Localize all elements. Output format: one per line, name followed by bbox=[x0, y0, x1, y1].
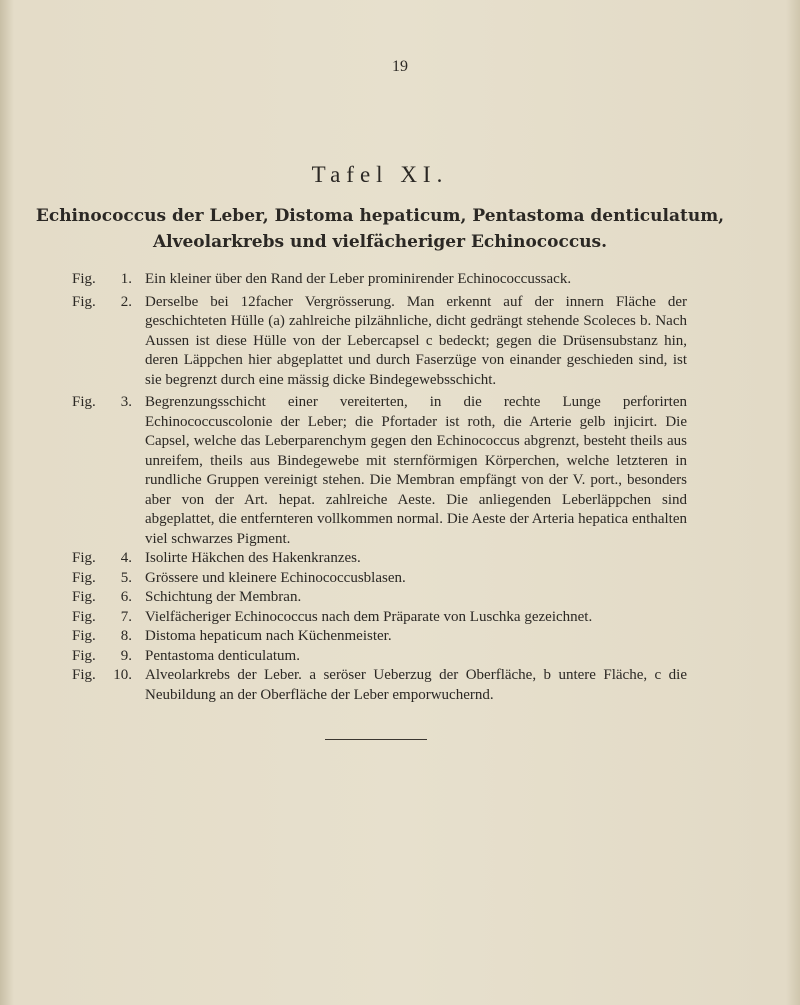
fig-label: Fig. bbox=[72, 550, 96, 566]
fig-description: Vielfächeriger Echinococcus nach dem Präparate von Luschka gezeichnet. bbox=[145, 608, 593, 625]
fig-number: 5. bbox=[120, 569, 132, 586]
fig-number: 10. bbox=[113, 667, 132, 683]
fig-number: 4. bbox=[120, 550, 132, 566]
figure-entry bbox=[72, 588, 687, 608]
figure-entry bbox=[72, 569, 687, 589]
page-number: 19 bbox=[392, 58, 408, 75]
fig-label: Fig. bbox=[72, 628, 96, 644]
subtitle-line-2: Alveolarkrebs und vielfächeriger Echinococcus. bbox=[152, 232, 608, 252]
fig-label: Fig. bbox=[72, 608, 96, 625]
figure-entry bbox=[72, 608, 687, 628]
closing-rule bbox=[325, 739, 427, 740]
fig-label: Fig. bbox=[72, 394, 96, 410]
figure-entry bbox=[72, 666, 687, 705]
fig-description: Begrenzungsschicht einer vereiterten, in die rechte Lunge perforirten Echinococcuscolonie der Leber; die Pfortader ist roth, die Arterie gelb injicirt. Die Capsel, welche das Leberparenchym gegen den Echinococcus abgrenzt, besteht theils aus unreifem, theils aus Bindegewebe mit sternförmigen Körperchen, welche letzteren in rundliche Gruppen vereinigt stehen. Die Membran empfängt von der V. port., besonders aber von der Art. hepat. zahlreiche Aeste. Die anliegenden Leberläppchen sind abgeplattet, die entfernteren vollkommen normal. Die Aeste der Arteria hepatica enthalten viel schwarzes Pigment. bbox=[145, 394, 687, 547]
fig-label: Fig. bbox=[72, 569, 96, 586]
plate-title: Tafel XI. bbox=[311, 162, 449, 187]
figure-entry bbox=[72, 647, 687, 667]
figure-entry bbox=[72, 549, 687, 569]
fig-description: Isolirte Häkchen des Hakenkranzes. bbox=[145, 550, 361, 566]
fig-number: 8. bbox=[120, 628, 132, 644]
figure-list bbox=[72, 270, 687, 705]
fig-number: 7. bbox=[120, 608, 132, 625]
figure-entry bbox=[72, 393, 687, 549]
fig-number: 3. bbox=[120, 394, 132, 410]
figure-entry bbox=[72, 293, 687, 391]
fig-description: Grössere und kleinere Echinococcusblasen. bbox=[145, 569, 406, 586]
fig-description: Alveolarkrebs der Leber. a seröser Ueberzug der Oberfläche, b untere Fläche, c die Neubildung an der Oberfläche der Leber emporwuchernd. bbox=[145, 667, 687, 703]
fig-number: 9. bbox=[120, 647, 132, 664]
fig-description: Derselbe bei 12facher Vergrösserung. Man erkennt auf der innern Fläche der geschichteten Hülle (a) zahlreiche pilzähnliche, dicht gedrängt stehende Scoleces b. Nach Aussen ist diese Hülle von der Lebercapsel c bedeckt; gegen die Drüsensubstanz hin, deren Läppchen hier abgeplattet und durch Faserzüge von einander geschieden sind, ist sie begrenzt durch eine mässig dicke Bindegewebsschicht. bbox=[145, 293, 687, 388]
fig-label: Fig. bbox=[72, 667, 96, 683]
fig-description: Pentastoma denticulatum. bbox=[145, 647, 300, 664]
fig-number: 2. bbox=[120, 293, 132, 310]
fig-label: Fig. bbox=[72, 589, 96, 605]
fig-description: Ein kleiner über den Rand der Leber prominirender Echinococcussack. bbox=[145, 271, 572, 287]
subtitle-line-1: Echinococcus der Leber, Distoma hepaticum, Pentastoma denticulatum, bbox=[35, 206, 725, 226]
figure-entry bbox=[72, 627, 687, 647]
fig-description: Distoma hepaticum nach Küchenmeister. bbox=[145, 628, 392, 644]
fig-label: Fig. bbox=[72, 293, 96, 310]
fig-number: 6. bbox=[120, 589, 132, 605]
fig-label: Fig. bbox=[72, 271, 96, 287]
fig-description: Schichtung der Membran. bbox=[145, 589, 302, 605]
fig-number: 1. bbox=[120, 271, 132, 287]
figure-entry bbox=[72, 270, 687, 290]
fig-label: Fig. bbox=[72, 647, 96, 664]
